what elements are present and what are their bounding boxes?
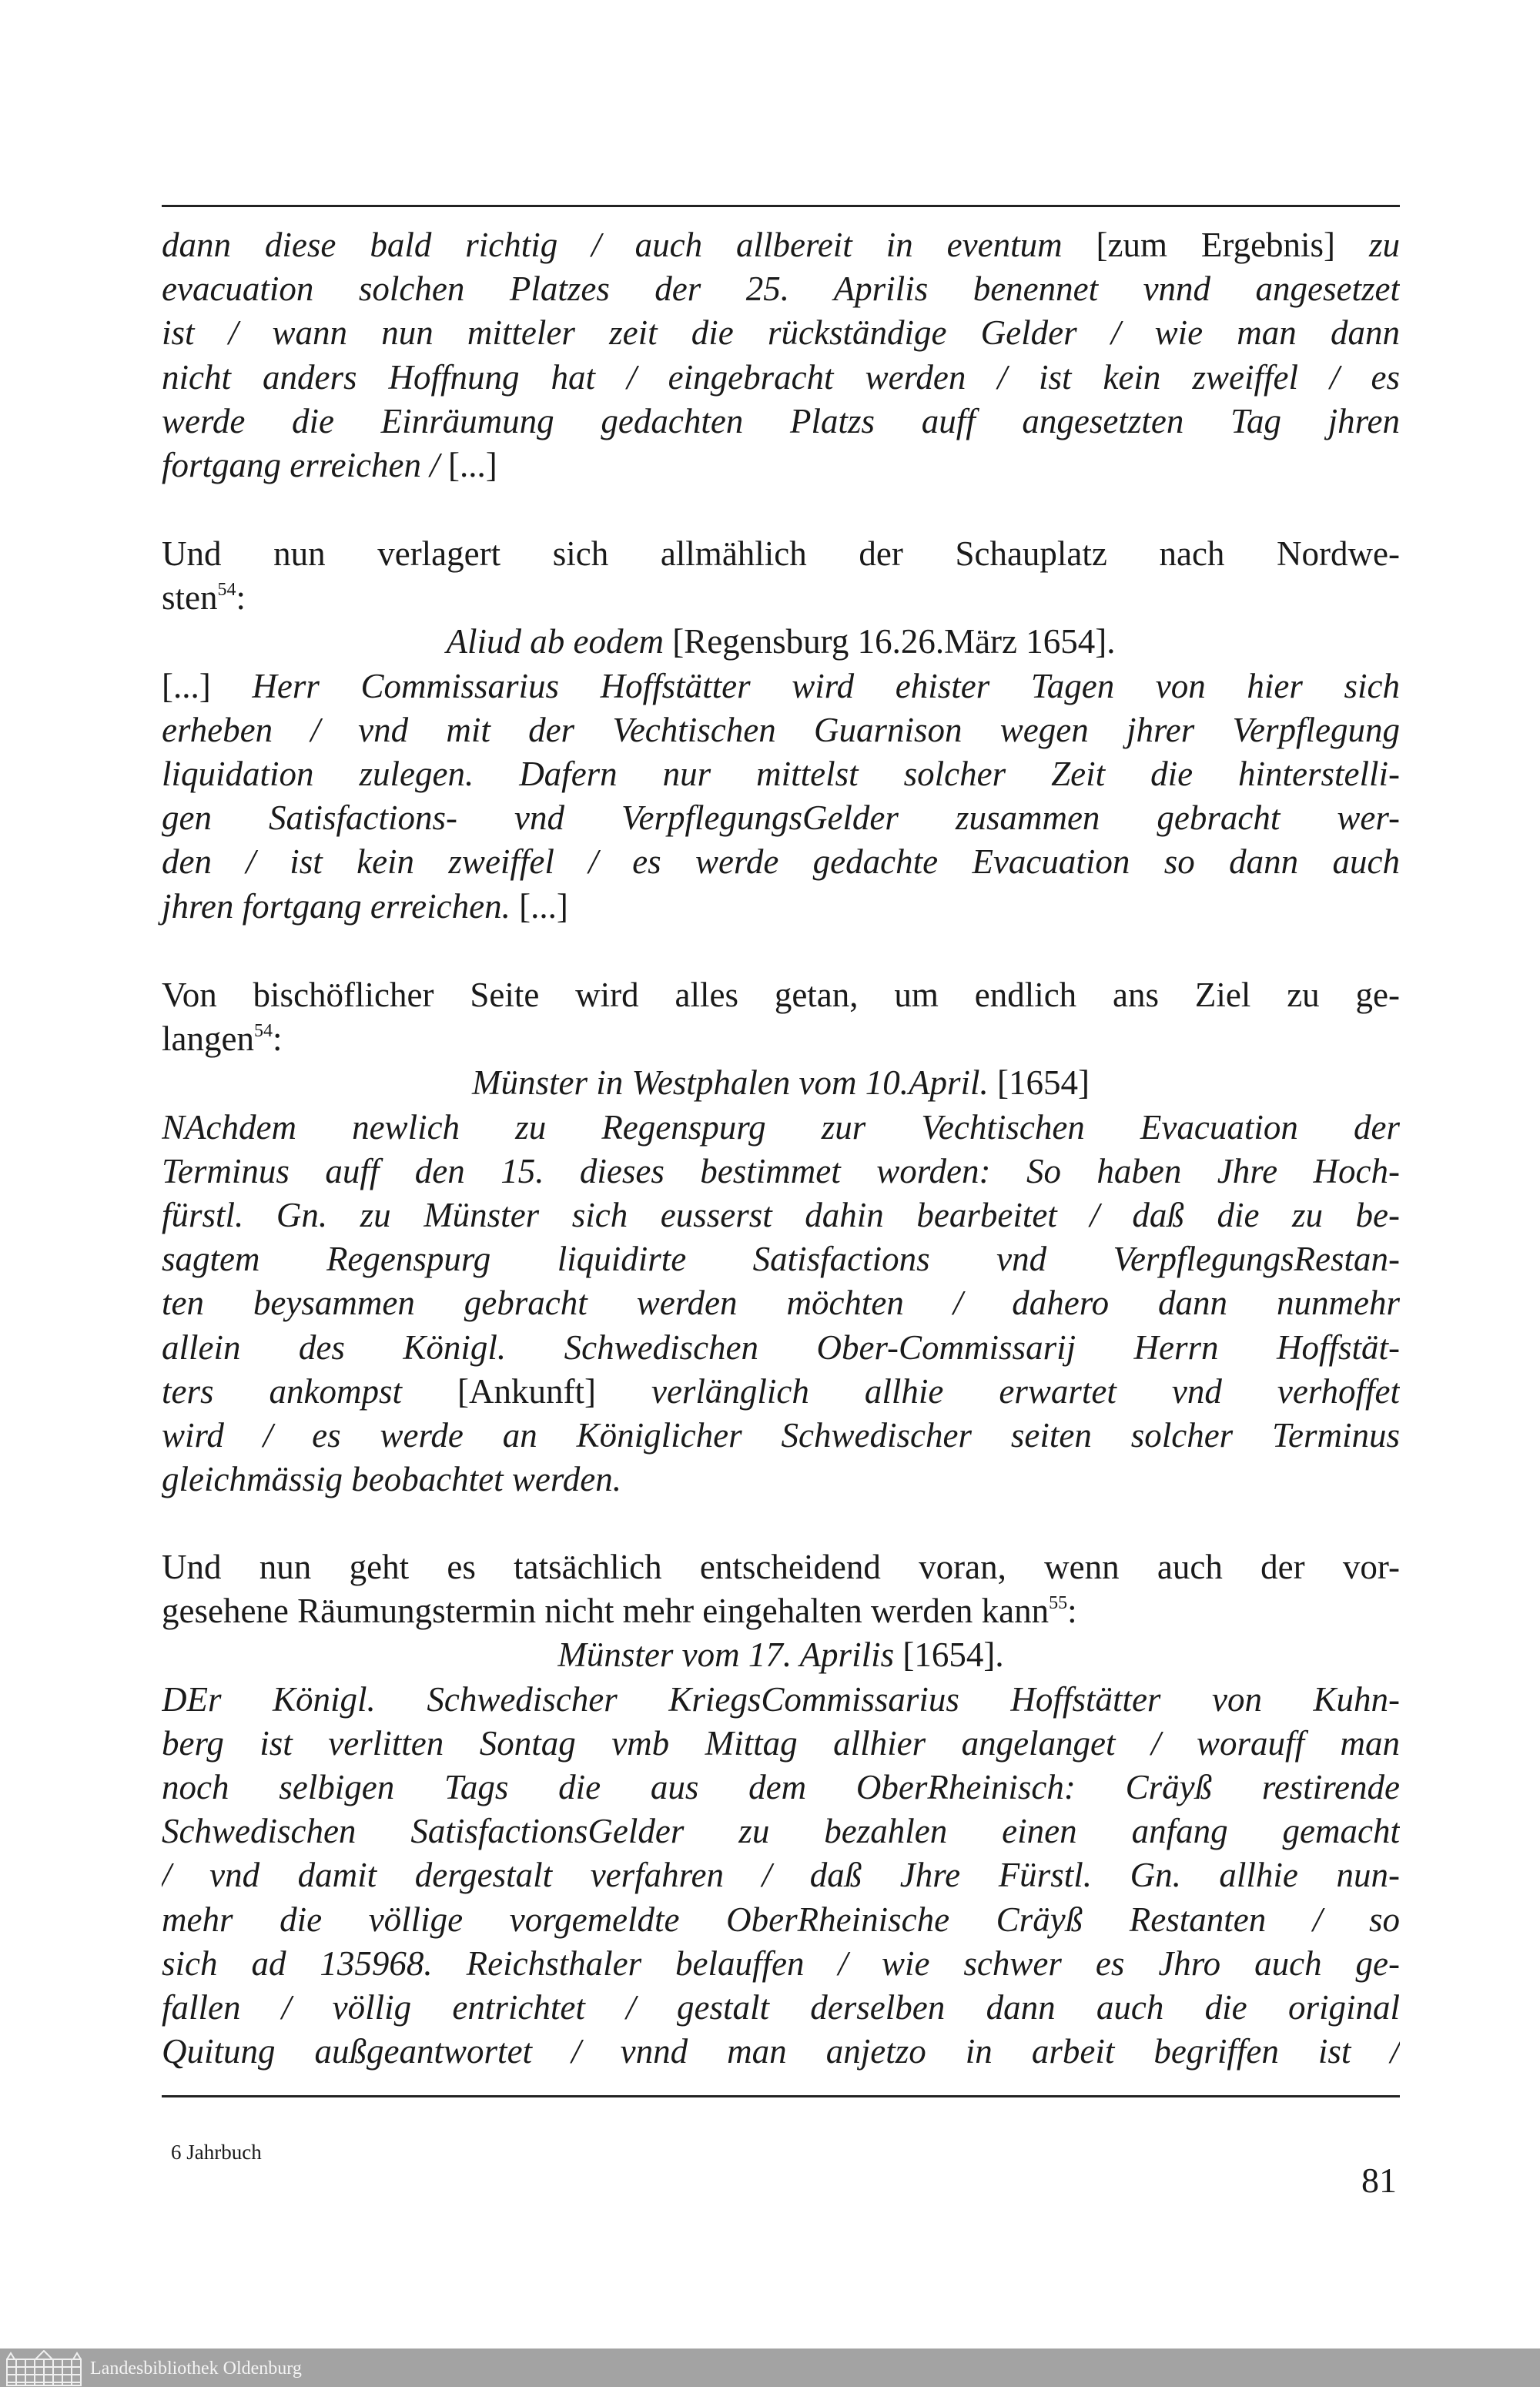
text-line	[162, 311, 1400, 355]
text-line	[162, 1458, 1400, 1502]
footnote-reference: 54	[253, 1021, 273, 1042]
text-line	[162, 1106, 1400, 1150]
source-heading-line	[162, 1061, 1400, 1105]
text-segment: [1654]	[997, 1063, 1090, 1103]
text-segment: [zum Ergebnis]	[1096, 226, 1369, 264]
text-segment: [...]	[448, 445, 497, 484]
text-segment: Und nun verlagert sich allmählich der Schauplatz nach Nordwe-	[162, 534, 1400, 573]
quoted-text: nicht anders Hoffnung hat / eingebracht werden / ist kein zweiffel / es	[162, 357, 1400, 397]
source-heading-line	[162, 1633, 1400, 1677]
text-segment: Von bischöflicher Seite wird alles getan, um endlich ans Ziel zu ge-	[162, 976, 1400, 1014]
text-line	[162, 752, 1400, 796]
text-line	[162, 356, 1400, 400]
text-segment: [...]	[162, 666, 253, 705]
text-line	[162, 973, 1400, 1017]
quoted-text: ist / wann nun mitteler zeit die rückständige Gelder / wie man dann	[162, 313, 1400, 353]
quoted-text: den / ist kein zweiffel / es werde gedachte Evacuation so dann auch	[162, 842, 1400, 882]
quoted-text: werde die Einräumung gedachten Platzs auff angesetzten Tag jhren	[162, 401, 1400, 440]
quoted-text: evacuation solchen Platzes der 25. Aprilis benennet vnnd angesetzet	[162, 270, 1400, 309]
quoted-text: Schwedischen SatisfactionsGelder zu bezahlen einen anfang gemacht	[162, 1812, 1400, 1851]
quoted-text: wird / es werde an Königlicher Schwedischer seiten solcher Terminus	[162, 1415, 1400, 1455]
text-line	[162, 2030, 1400, 2074]
text-segment: :	[272, 1019, 283, 1059]
quoted-text: Aliud ab eodem	[446, 622, 673, 661]
text-line	[162, 444, 1400, 487]
text-line	[162, 1150, 1400, 1194]
library-name: Landesbibliothek Oldenburg	[90, 2359, 302, 2379]
text-line	[162, 1853, 1400, 1897]
text-line	[162, 708, 1400, 752]
text-line	[162, 885, 1400, 929]
quoted-text: berg ist verlitten Sontag vmb Mittag allhier angelanget / worauff man	[162, 1723, 1400, 1763]
quoted-text: sagtem Regenspurg liquidirte Satisfactions vnd VerpflegungsRestan-	[162, 1240, 1400, 1279]
quoted-text: Quitung außgeantwortet / vnnd man anjetzo in arbeit begriffen ist /	[162, 2032, 1400, 2071]
quoted-text: noch selbigen Tags die aus dem OberRheinisch: Cräyß restirende	[162, 1767, 1400, 1806]
text-segment: [1654].	[902, 1635, 1004, 1675]
text-segment: langen	[162, 1019, 254, 1059]
text-segment: :	[1067, 1592, 1077, 1631]
text-line	[162, 840, 1400, 884]
text-segment: Und nun geht es tatsächlich entscheidend voran, wenn auch der vor-	[162, 1548, 1400, 1586]
quoted-text: allein des Königl. Schwedischen Ober-Commissarij Herrn Hoffstät-	[162, 1327, 1400, 1367]
quoted-text: Terminus auff den 15. dieses bestimmet worden: So haben Jhre Hoch-	[162, 1151, 1400, 1190]
text-line	[162, 576, 1400, 620]
footnote-reference: 55	[1049, 1593, 1068, 1614]
text-line	[162, 1678, 1400, 1722]
quoted-text: mehr die völlige vorgemeldte OberRheinische Cräyß Restanten / so	[162, 1900, 1400, 1939]
text-line	[162, 400, 1400, 444]
text-line	[162, 1370, 1400, 1414]
text-line	[162, 1414, 1400, 1458]
source-heading-line	[162, 620, 1400, 664]
footnote-reference: 54	[217, 580, 236, 601]
text-segment: sten	[162, 578, 218, 618]
quoted-text: Herr Commissarius Hoffstätter wird ehister Tagen von hier sich	[252, 666, 1400, 705]
text-line	[162, 1589, 1400, 1633]
quoted-text: Münster vom 17. Aprilis	[557, 1635, 903, 1675]
text-line	[162, 796, 1400, 840]
quoted-text: NAchdem newlich zu Regenspurg zur Vechtischen Evacuation der	[162, 1107, 1400, 1147]
quoted-text: ters ankompst	[162, 1371, 457, 1411]
text-line	[162, 1810, 1400, 1853]
quoted-text: dann diese bald richtig / auch allbereit in eventum	[162, 226, 1096, 264]
text-segment: [Ankunft]	[457, 1371, 651, 1411]
text-line	[162, 1281, 1400, 1325]
text-line	[162, 1766, 1400, 1810]
quoted-text: DEr Königl. Schwedischer KriegsCommissarius Hoffstätter von Kuhn-	[162, 1679, 1400, 1719]
text-line	[162, 532, 1400, 576]
text-line	[162, 1942, 1400, 1986]
text-line	[162, 1326, 1400, 1370]
quoted-text: fürstl. Gn. zu Münster sich eusserst dahin bearbeitet / daß die zu be-	[162, 1195, 1400, 1234]
text-segment: [Regensburg 16.26.März 1654].	[672, 622, 1116, 661]
quoted-text: jhren fortgang erreichen.	[162, 886, 520, 926]
page-number: 81	[1361, 2161, 1397, 2200]
text-line	[162, 1237, 1400, 1281]
text-segment: :	[236, 578, 246, 618]
text-line	[162, 665, 1400, 708]
top-rule	[162, 205, 1400, 207]
text-line	[162, 1017, 1400, 1061]
text-line	[162, 1986, 1400, 2030]
quoted-text: fallen / völlig entrichtet / gestalt derselben dann auch die original	[162, 1987, 1400, 2027]
text-line	[162, 267, 1400, 311]
quoted-text: zu	[1368, 226, 1400, 264]
quoted-text: / vnd damit dergestalt verfahren / daß Jhre Fürstl. Gn. allhie nun-	[162, 1856, 1400, 1895]
text-line	[162, 1722, 1400, 1766]
library-building-icon	[5, 2350, 83, 2387]
quoted-text: gleichmässig beobachtet werden.	[162, 1460, 621, 1499]
text-segment: [...]	[519, 886, 568, 926]
quoted-text: liquidation zulegen. Dafern nur mittelst solcher Zeit die hinterstelli-	[162, 754, 1400, 793]
quoted-text: Münster in Westphalen vom 10.April.	[471, 1063, 998, 1103]
quoted-text: verlänglich allhie erwartet vnd verhoffet	[651, 1371, 1400, 1411]
text-line	[162, 223, 1400, 267]
paragraph-1	[162, 223, 1400, 487]
bottom-rule	[162, 2095, 1400, 2097]
paragraph-2	[162, 532, 1400, 929]
paragraph-4	[162, 1545, 1400, 2074]
paragraph-3	[162, 973, 1400, 1502]
quoted-text: gen Satisfactions- vnd VerpflegungsGelder zusammen gebracht wer-	[162, 798, 1400, 838]
quoted-text: sich ad 135968. Reichsthaler belauffen / wie schwer es Jhro auch ge-	[162, 1943, 1400, 1983]
text-line	[162, 1194, 1400, 1237]
signature-mark: 6 Jahrbuch	[171, 2141, 262, 2164]
quoted-text: erheben / vnd mit der Vechtischen Guarnison wegen jhrer Verpflegung	[162, 710, 1400, 749]
text-segment: gesehene Räumungstermin nicht mehr eingehalten werden kann	[162, 1592, 1050, 1631]
text-line	[162, 1545, 1400, 1589]
text-line	[162, 1898, 1400, 1942]
quoted-text: fortgang erreichen /	[162, 445, 449, 484]
quoted-text: ten beysammen gebracht werden möchten / dahero dann nunmehr	[162, 1284, 1400, 1323]
